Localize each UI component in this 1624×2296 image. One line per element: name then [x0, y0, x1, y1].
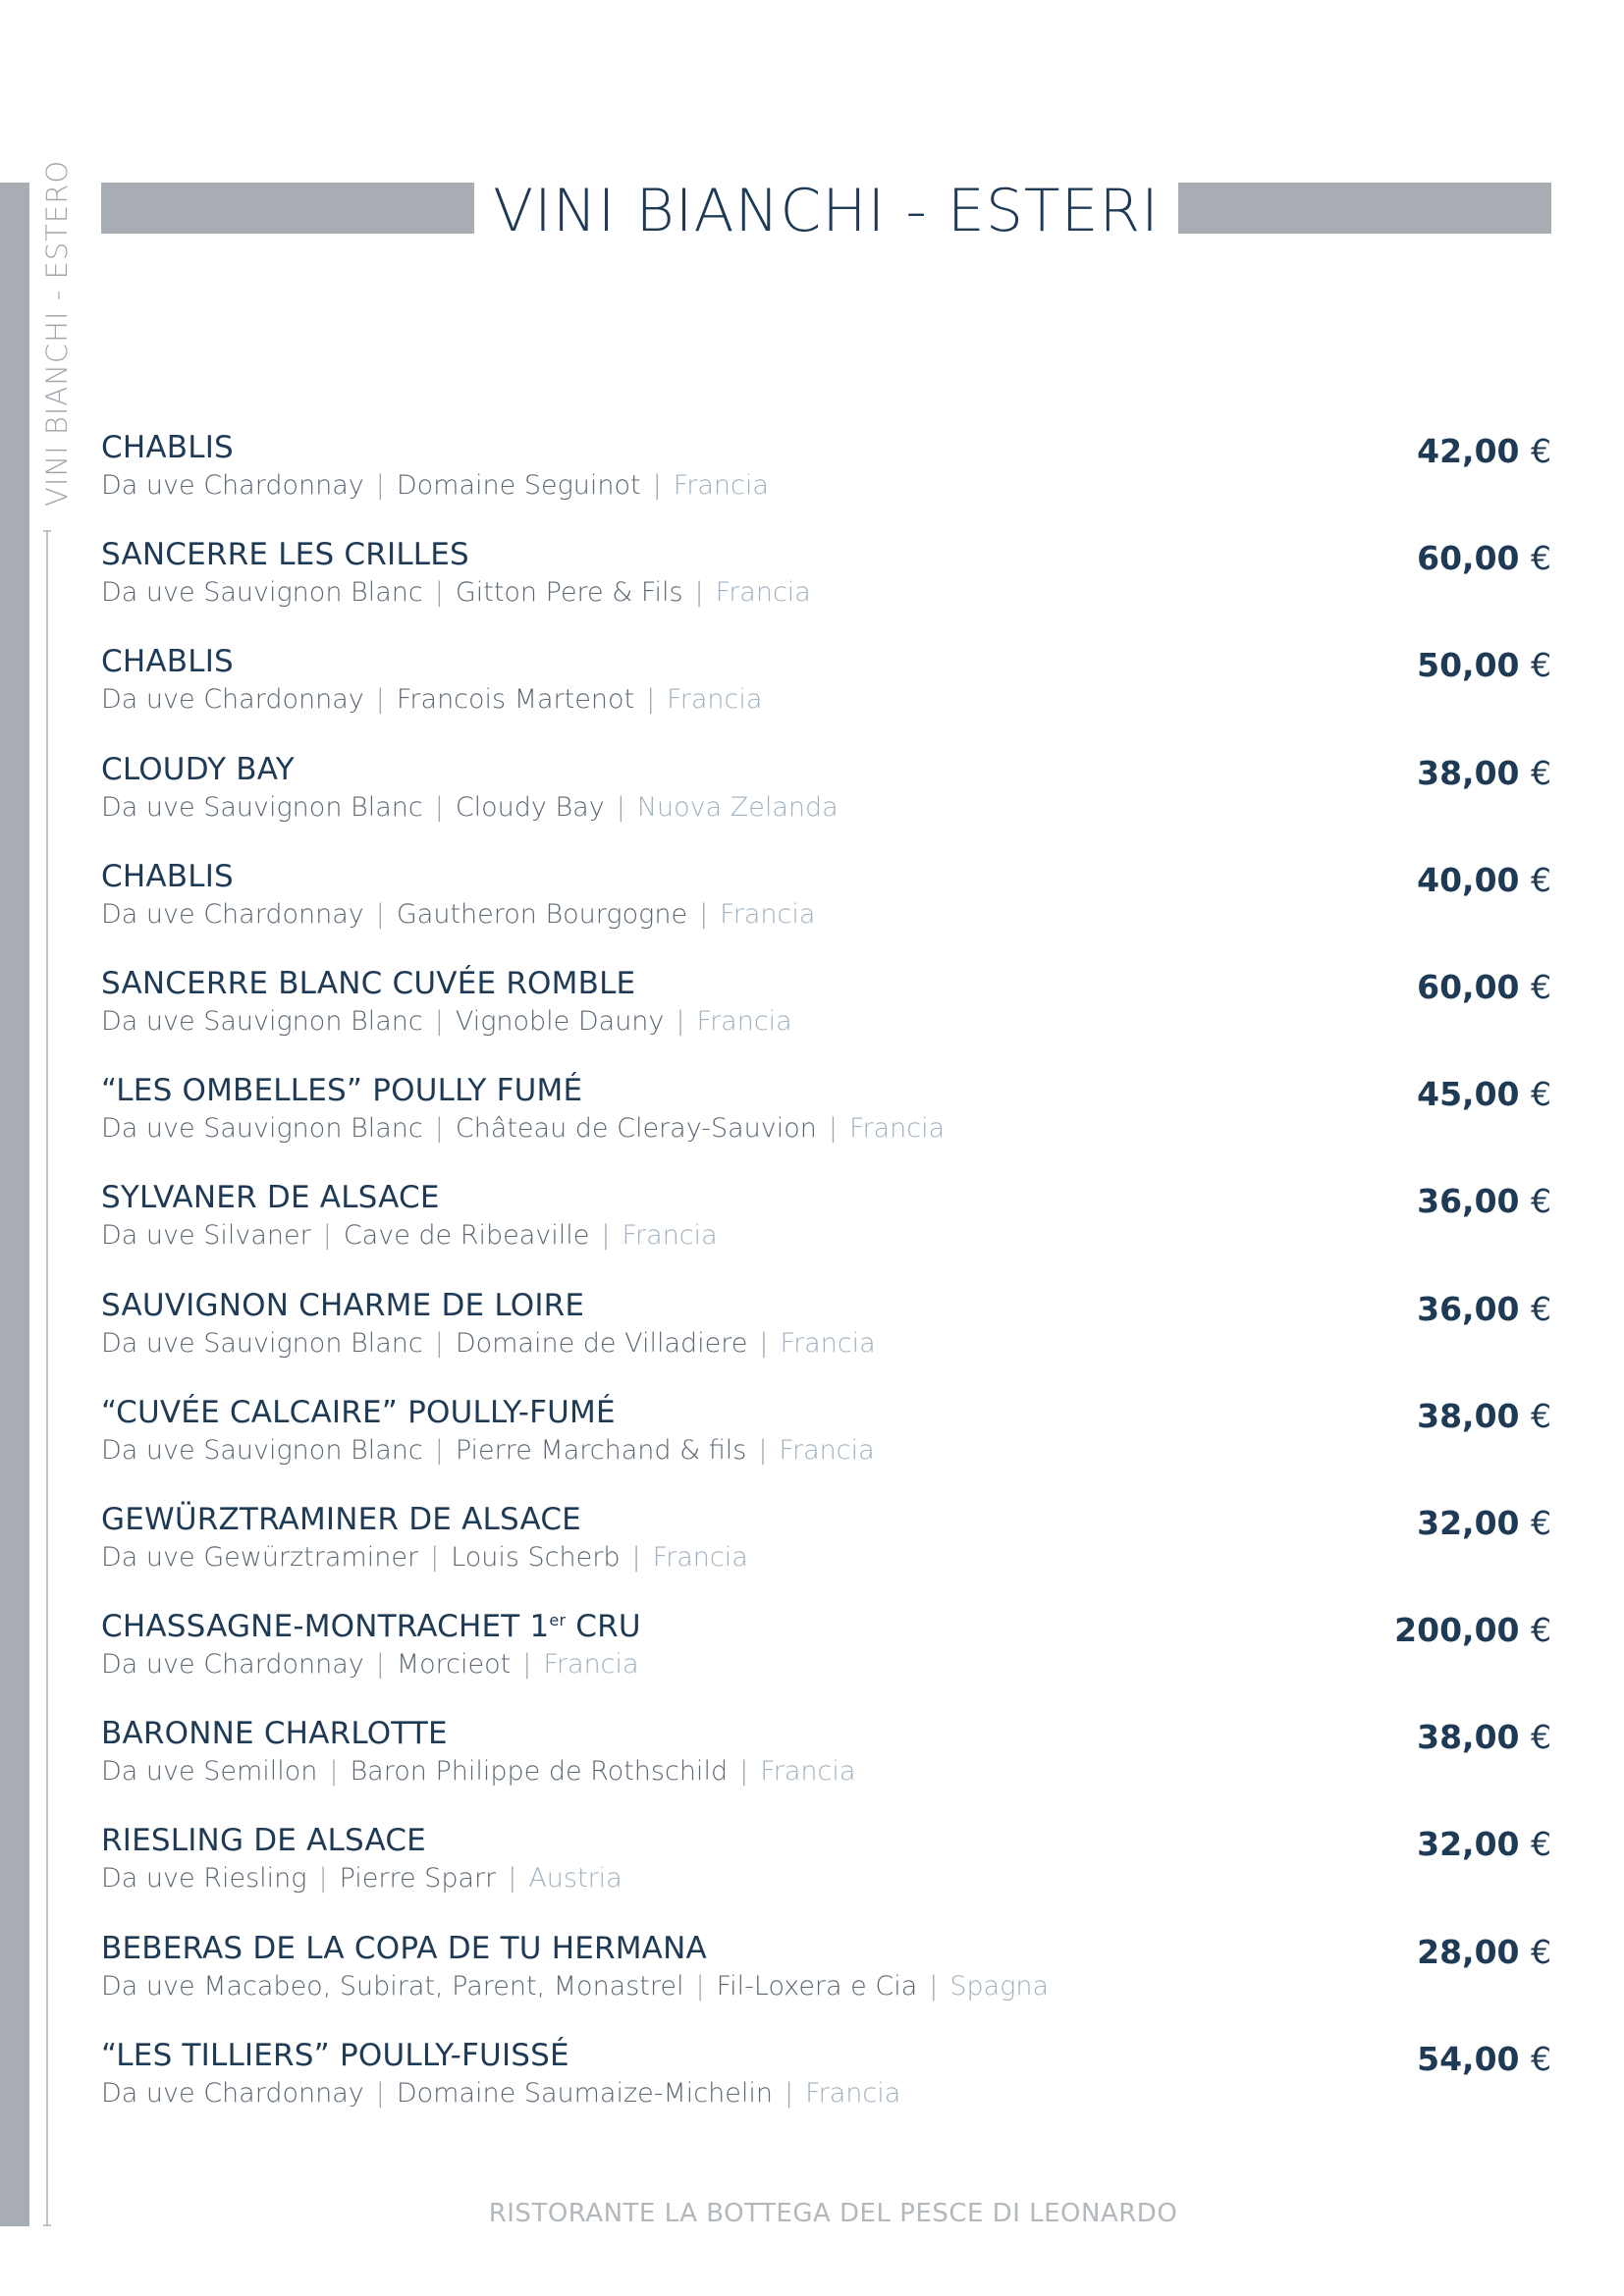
separator: |	[318, 1863, 328, 1895]
price-value: 60,00	[1417, 967, 1520, 1006]
separator: |	[631, 1541, 641, 1573]
wine-grape: Da uve Chardonnay	[101, 684, 364, 716]
wine-grape: Da uve Sauvignon Blanc	[101, 577, 423, 609]
price-currency: €	[1531, 539, 1551, 578]
wine-grape: Da uve Sauvignon Blanc	[101, 1005, 423, 1037]
wine-price	[1417, 646, 1551, 684]
wine-description	[101, 1756, 855, 1787]
wine-item	[101, 430, 1551, 537]
separator: |	[375, 898, 385, 930]
wine-country: Spagna	[949, 1970, 1050, 2002]
price-value: 28,00	[1417, 1932, 1520, 1971]
wine-name	[101, 1395, 616, 1430]
price-currency: €	[1531, 432, 1551, 470]
separator: |	[322, 1220, 332, 1252]
wine-price	[1417, 1290, 1551, 1328]
page-title: VINI BIANCHI - ESTERI	[493, 177, 1160, 245]
wine-price	[1417, 1933, 1551, 1971]
wine-name-superscript: er	[549, 1611, 567, 1630]
wine-country: Austria	[528, 1863, 623, 1895]
wine-name	[101, 1609, 641, 1644]
wine-price	[1417, 2040, 1551, 2078]
wine-price	[1417, 861, 1551, 899]
wine-item	[101, 752, 1551, 859]
wine-name-text: CHASSAGNE-MONTRACHET 1	[101, 1609, 550, 1645]
wine-price	[1417, 968, 1551, 1006]
wine-name	[101, 752, 295, 787]
wine-producer: Louis Scherb	[451, 1541, 621, 1573]
price-value: 50,00	[1417, 646, 1520, 685]
wine-name	[101, 430, 234, 465]
separator: |	[699, 898, 709, 930]
wine-producer: Gautheron Bourgogne	[396, 898, 688, 930]
wine-grape: Da uve Chardonnay	[101, 1649, 364, 1681]
wine-grape: Da uve Macabeo, Subirat, Parent, Monastrel	[101, 1970, 684, 2002]
wine-name	[101, 1288, 584, 1323]
wine-name	[101, 1180, 440, 1215]
wine-item	[101, 537, 1551, 644]
price-currency: €	[1531, 2039, 1551, 2078]
wine-producer: Francois Martenot	[396, 684, 635, 716]
wine-name	[101, 2038, 569, 2073]
wine-country: Francia	[543, 1649, 639, 1681]
wine-price	[1417, 1504, 1551, 1542]
wine-country: Francia	[673, 470, 769, 501]
wine-description	[101, 2078, 900, 2109]
price-currency: €	[1531, 1396, 1551, 1435]
price-currency: €	[1531, 967, 1551, 1006]
separator: |	[601, 1220, 611, 1252]
price-value: 54,00	[1417, 2039, 1520, 2078]
wine-description	[101, 1328, 876, 1359]
wine-name-text: “LES TILLIERS” POULLY-FUISSÉ	[101, 2037, 569, 2073]
wine-country: Nuova Zelanda	[636, 791, 839, 823]
wine-country: Francia	[805, 2077, 901, 2109]
separator: |	[929, 1970, 939, 2002]
side-accent-bar	[0, 183, 29, 2226]
wine-name-text: “CUVÉE CALCAIRE” POULLY-FUMÉ	[101, 1394, 616, 1430]
wine-description	[101, 1435, 875, 1466]
wine-name	[101, 1823, 426, 1858]
wine-grape: Da uve Gewürztraminer	[101, 1541, 419, 1573]
wine-price	[1417, 1182, 1551, 1220]
wine-price	[1417, 1397, 1551, 1435]
wine-grape: Da uve Sauvignon Blanc	[101, 791, 423, 823]
price-currency: €	[1531, 1932, 1551, 1971]
separator: |	[329, 1756, 339, 1788]
footer-restaurant-name: RISTORANTE LA BOTTEGA DEL PESCE DI LEONARDO	[488, 2199, 1178, 2228]
price-value: 32,00	[1417, 1503, 1520, 1542]
wine-name-text: SANCERRE LES CRILLES	[101, 537, 469, 573]
separator: |	[739, 1756, 749, 1788]
separator: |	[430, 1541, 440, 1573]
wine-list	[101, 430, 1551, 2145]
wine-name-text: BARONNE CHARLOTTE	[101, 1716, 448, 1752]
price-currency: €	[1531, 1075, 1551, 1114]
wine-producer: Domaine de Villadiere	[455, 1327, 748, 1359]
separator: |	[375, 1649, 385, 1681]
price-value: 200,00	[1394, 1611, 1520, 1650]
wine-grape: Da uve Sauvignon Blanc	[101, 1113, 423, 1145]
title-decor-bar-right	[1178, 183, 1551, 234]
wine-producer: Domaine Seguinot	[396, 470, 641, 501]
wine-name	[101, 859, 234, 894]
wine-item	[101, 1288, 1551, 1395]
wine-grape: Da uve Semillon	[101, 1756, 318, 1788]
separator: |	[434, 1113, 444, 1145]
separator: |	[375, 2077, 385, 2109]
price-value: 36,00	[1417, 1289, 1520, 1328]
wine-item	[101, 1180, 1551, 1287]
separator: |	[758, 1434, 768, 1466]
wine-description	[101, 1863, 623, 1894]
separator: |	[375, 684, 385, 716]
wine-producer: Cloudy Bay	[455, 791, 605, 823]
wine-price	[1417, 539, 1551, 577]
wine-name-text: RIESLING DE ALSACE	[101, 1823, 426, 1859]
wine-name-text: BEBERAS DE LA COPA DE TU HERMANA	[101, 1930, 707, 1966]
wine-country: Francia	[667, 684, 763, 716]
separator: |	[434, 1327, 444, 1359]
wine-grape: Da uve Chardonnay	[101, 898, 364, 930]
price-currency: €	[1531, 1718, 1551, 1757]
separator: |	[784, 2077, 794, 2109]
wine-item	[101, 859, 1551, 966]
wine-country: Francia	[622, 1220, 718, 1252]
wine-description	[101, 1542, 748, 1573]
wine-producer: Domaine Saumaize-Michelin	[396, 2077, 773, 2109]
price-value: 38,00	[1417, 1718, 1520, 1757]
wine-producer: Pierre Marchand & fils	[455, 1434, 747, 1466]
wine-description	[101, 684, 762, 715]
wine-producer: Vignoble Dauny	[455, 1005, 665, 1037]
wine-grape: Da uve Riesling	[101, 1863, 307, 1895]
side-section-label: VINI BIANCHI - ESTERO	[40, 159, 74, 507]
wine-description	[101, 899, 815, 930]
price-currency: €	[1531, 1825, 1551, 1864]
separator: |	[616, 791, 625, 823]
wine-name	[101, 1716, 448, 1751]
wine-producer: Gitton Pere & Fils	[455, 577, 683, 609]
price-currency: €	[1531, 1182, 1551, 1221]
wine-country: Francia	[760, 1756, 856, 1788]
wine-country: Francia	[720, 898, 816, 930]
wine-item	[101, 1716, 1551, 1823]
wine-producer: Morcieot	[396, 1649, 512, 1681]
price-value: 38,00	[1417, 753, 1520, 792]
wine-name	[101, 644, 234, 679]
wine-name-text: SANCERRE BLANC CUVÉE ROMBLE	[101, 965, 636, 1001]
wine-price	[1417, 1825, 1551, 1863]
price-value: 40,00	[1417, 860, 1520, 899]
wine-description	[101, 577, 811, 608]
separator: |	[434, 791, 444, 823]
wine-grape: Da uve Chardonnay	[101, 2077, 364, 2109]
wine-name-text: CLOUDY BAY	[101, 751, 295, 787]
wine-country: Francia	[779, 1434, 875, 1466]
wine-item	[101, 1073, 1551, 1180]
separator: |	[695, 1970, 705, 2002]
wine-name-text: CHABLIS	[101, 430, 234, 465]
separator: |	[676, 1005, 685, 1037]
separator: |	[828, 1113, 838, 1145]
wine-name-text: CHABLIS	[101, 644, 234, 680]
wine-producer: Château de Cleray-Sauvion	[455, 1113, 817, 1145]
wine-price	[1417, 1718, 1551, 1756]
wine-name-text: SYLVANER DE ALSACE	[101, 1180, 440, 1216]
wine-price	[1394, 1611, 1551, 1649]
price-currency: €	[1531, 646, 1551, 685]
separator: |	[759, 1327, 769, 1359]
wine-grape: Da uve Silvaner	[101, 1220, 311, 1252]
price-currency: €	[1531, 1611, 1551, 1650]
price-value: 45,00	[1417, 1075, 1520, 1114]
wine-name-suffix: CRU	[566, 1609, 641, 1645]
wine-producer: Cave de Ribeaville	[343, 1220, 590, 1252]
wine-item	[101, 1609, 1551, 1716]
wine-item	[101, 644, 1551, 751]
wine-name-text: GEWÜRZTRAMINER DE ALSACE	[101, 1501, 581, 1537]
separator: |	[434, 1005, 444, 1037]
wine-producer: Pierre Sparr	[339, 1863, 497, 1895]
wine-grape: Da uve Sauvignon Blanc	[101, 1327, 423, 1359]
separator: |	[694, 577, 704, 609]
wine-item	[101, 1502, 1551, 1609]
wine-description	[101, 1649, 639, 1680]
price-value: 60,00	[1417, 539, 1520, 578]
wine-name	[101, 1502, 581, 1537]
wine-item	[101, 2038, 1551, 2145]
wine-country: Francia	[715, 577, 811, 609]
price-currency: €	[1531, 860, 1551, 899]
wine-item	[101, 1395, 1551, 1502]
separator: |	[508, 1863, 517, 1895]
wine-country: Francia	[652, 1541, 748, 1573]
price-currency: €	[1531, 1503, 1551, 1542]
wine-name	[101, 1931, 707, 1966]
wine-grape: Da uve Sauvignon Blanc	[101, 1434, 423, 1466]
wine-name-text: “LES OMBELLES” POULLY FUMÉ	[101, 1073, 583, 1109]
separator: |	[652, 470, 662, 501]
wine-description	[101, 470, 769, 501]
wine-country: Francia	[780, 1327, 876, 1359]
wine-name	[101, 966, 635, 1001]
price-value: 36,00	[1417, 1182, 1520, 1221]
wine-description	[101, 1971, 1049, 2002]
wine-item	[101, 1823, 1551, 1930]
wine-description	[101, 1220, 718, 1251]
wine-description	[101, 792, 839, 823]
separator: |	[646, 684, 656, 716]
wine-description	[101, 1006, 792, 1037]
wine-grape: Da uve Chardonnay	[101, 470, 364, 501]
wine-name-text: CHABLIS	[101, 858, 234, 894]
wine-price	[1417, 432, 1551, 470]
wine-item	[101, 966, 1551, 1073]
wine-producer: Fil-Loxera e Cia	[716, 1970, 918, 2002]
wine-price	[1417, 1075, 1551, 1113]
wine-item	[101, 1931, 1551, 2038]
wine-producer: Baron Philippe de Rothschild	[350, 1756, 729, 1788]
title-decor-bar-left	[101, 183, 474, 234]
separator: |	[522, 1649, 532, 1681]
separator: |	[375, 470, 385, 501]
price-value: 32,00	[1417, 1825, 1520, 1864]
price-value: 42,00	[1417, 432, 1520, 470]
wine-description	[101, 1113, 945, 1144]
wine-price	[1417, 754, 1551, 792]
wine-name	[101, 1073, 582, 1108]
wine-country: Francia	[696, 1005, 792, 1037]
separator: |	[434, 577, 444, 609]
wine-name	[101, 537, 469, 572]
wine-country: Francia	[848, 1113, 946, 1145]
price-currency: €	[1531, 1289, 1551, 1328]
price-currency: €	[1531, 753, 1551, 792]
separator: |	[434, 1434, 444, 1466]
price-value: 38,00	[1417, 1396, 1520, 1435]
wine-name-text: SAUVIGNON CHARME DE LOIRE	[101, 1287, 585, 1323]
side-divider-line	[46, 530, 48, 2226]
